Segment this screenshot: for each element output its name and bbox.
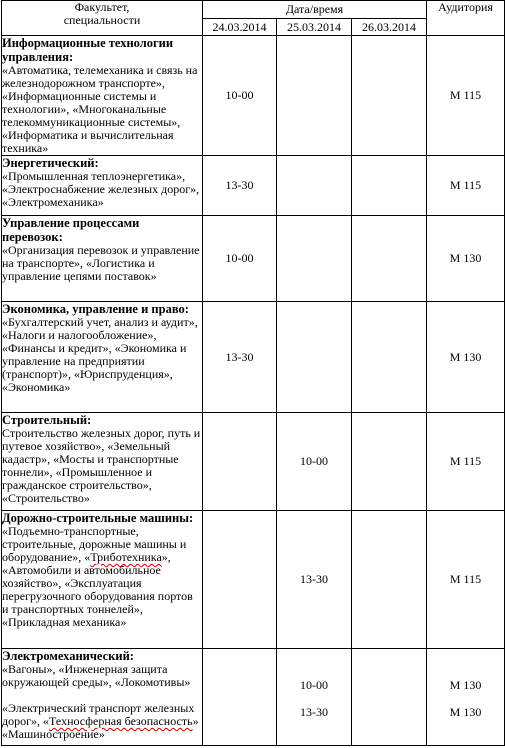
table-row [2, 511, 505, 649]
time-cell-date-2: 10-00 [277, 413, 352, 511]
room-slot-1: М 130 [449, 678, 482, 692]
room-cell: М 130 [427, 216, 505, 302]
faculty-cell [2, 216, 203, 302]
faculty-specs [2, 525, 202, 629]
header-date-3: 26.03.2014 [352, 19, 427, 36]
faculty-specs-part: » «Машиностроение» [2, 714, 199, 741]
time-cell-date-3 [352, 413, 427, 511]
faculty-specs-group-1: «Вагоны», «Инженерная защита окружающей среды», «Локомотивы» [2, 662, 191, 689]
time-cell-date-3 [352, 216, 427, 302]
time-cell-date-2 [277, 156, 352, 216]
faculty-specs: Строительство железных дорог, путь и путевое хозяйство», «Земельный кадастр», «Мосты и транспортные тоннели», «Промышленное и гражданское строительство», «Строительство» [2, 426, 201, 505]
time-cell-date-2: 13-30 [277, 511, 352, 649]
header-faculty-line1: Факультет, [74, 0, 130, 14]
faculty-specs-part: «Электрический транспорт железных дорог», « [2, 701, 195, 728]
faculty-name: Управление процессами перевозок: [2, 216, 140, 244]
time-cell-date-2 [277, 216, 352, 302]
faculty-cell [2, 36, 203, 156]
time-cell-date-3 [352, 511, 427, 649]
faculty-specs: «Бухгалтерский учет, анализ и аудит», «Налоги и налогообложение», «Финансы и кредит», «Экономика и управление на предприятии (транспорт)», «Юриспруденция», «Экономика» [2, 315, 198, 394]
header-faculty-line2: специальности [63, 13, 141, 27]
table-row [2, 302, 505, 413]
faculty-name: Экономика, управление и право: [2, 302, 189, 316]
schedule-table [1, 0, 505, 746]
time-cell-date-1: 13-30 [203, 302, 277, 413]
faculty-specs-flagged-word: Техносферная безопасность [49, 714, 193, 728]
time-cell-date-3 [352, 36, 427, 156]
time-cell-date-2 [277, 36, 352, 156]
faculty-name: Электромеханический: [2, 649, 134, 663]
table-row [2, 36, 505, 156]
time-cell-date-3 [352, 156, 427, 216]
header-date-time: Дата/время [203, 1, 427, 19]
time-cell-date-3 [352, 649, 427, 746]
time-cell-date-1 [203, 511, 277, 649]
room-slot-2: М 130 [449, 705, 482, 719]
faculty-cell [2, 511, 203, 649]
faculty-specs-flagged-word: Триботехника [90, 550, 162, 564]
time-cell-date-1: 10-00 [203, 216, 277, 302]
faculty-specs: «Организация перевозок и управление на транспорте», «Логистика и управление цепями поставок» [2, 243, 200, 283]
time-cell-date-3 [352, 302, 427, 413]
faculty-specs: «Автоматика, телемеханика и связь на железнодорожном транспорте», «Информационные системы и технологии», «Многоканальные телекоммуникационные системы», «Информатика и вычислительная техника» [2, 63, 198, 155]
room-cell: М 115 [427, 36, 505, 156]
time-cell-date-2 [277, 302, 352, 413]
faculty-specs-group-2 [2, 702, 202, 741]
faculty-name: Дорожно-строительные машины: [2, 511, 194, 525]
time-cell-date-1: 13-30 [203, 156, 277, 216]
room-cell: М 115 [427, 511, 505, 649]
table-row [2, 156, 505, 216]
header-date-1: 24.03.2014 [203, 19, 277, 36]
faculty-name: Строительный: [2, 413, 92, 427]
faculty-cell [2, 302, 203, 413]
faculty-specs-part: «Подъемно-транспортные, строительные, дорожные машины и оборудование», « [2, 524, 187, 564]
time-cell-date-2 [277, 649, 352, 746]
room-cell: М 130 [427, 302, 505, 413]
time-slot-2: 13-30 [300, 705, 328, 719]
header-date-2: 25.03.2014 [277, 19, 352, 36]
time-slot-1: 10-00 [300, 678, 328, 692]
header-room: Аудитория [427, 1, 505, 36]
faculty-name: Энергетический: [2, 156, 99, 170]
faculty-specs-part: », «Автомобили и автомобильное хозяйство», «Эксплуатация перегрузочного оборудования портов и транспортных тоннелей», «Прикладная механика» [2, 550, 193, 629]
room-cell [427, 649, 505, 746]
header-faculty [2, 1, 203, 36]
faculty-cell [2, 156, 203, 216]
time-cell-date-1 [203, 413, 277, 511]
time-cell-date-1: 10-00 [203, 36, 277, 156]
faculty-cell [2, 413, 203, 511]
table-row [2, 216, 505, 302]
table-row [2, 413, 505, 511]
faculty-specs: «Промышленная теплоэнергетика», «Электроснабжение железных дорог», «Электромеханика» [2, 169, 200, 209]
time-cell-date-1 [203, 649, 277, 746]
table-row [2, 649, 505, 746]
faculty-cell [2, 649, 203, 746]
faculty-name: Информационные технологии управления: [2, 36, 174, 64]
room-cell: М 115 [427, 413, 505, 511]
room-cell: М 115 [427, 156, 505, 216]
